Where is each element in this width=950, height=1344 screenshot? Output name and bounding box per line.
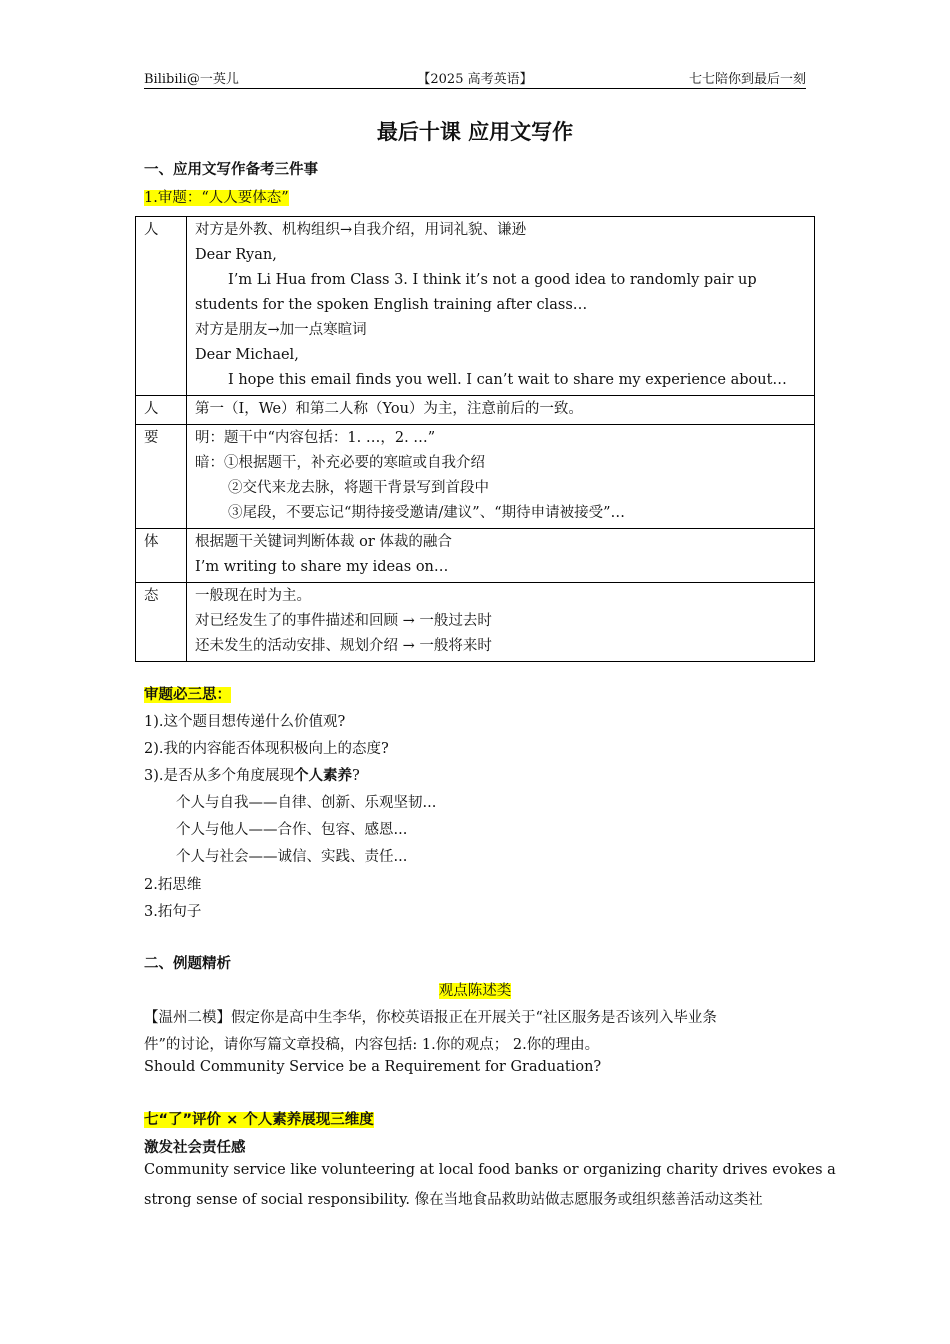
row-key: 要 [136, 425, 187, 529]
think-q3-suffix: ? [352, 768, 360, 784]
row-line: 对方是外教、机构组织→自我介绍，用词礼貌、谦逊 [195, 222, 527, 238]
row-content [187, 529, 815, 583]
row-key: 体 [136, 529, 187, 583]
eval-heading [144, 1108, 374, 1129]
type-label [0, 979, 950, 1000]
row-key: 人 [136, 217, 187, 396]
sub1-highlight: 1.审题：“人人要体态” [144, 190, 289, 206]
table-row [136, 529, 815, 583]
row-content [187, 425, 815, 529]
prompt-line-1: 【温州二模】假定你是高中生李华，你校英语报正在开展关于“社区服务是否该列入毕业条 [144, 1010, 717, 1026]
row-key: 人 [136, 396, 187, 425]
table-row [136, 396, 815, 425]
think-heading-highlight: 审题必三思： [144, 687, 231, 703]
question-line: Should Community Service be a Requirement for Graduation? [144, 1059, 602, 1075]
section1-sub1 [144, 186, 289, 207]
think-heading [144, 683, 231, 704]
body-line-2: strong sense of social responsibility. 像在当地食品救助站做志愿服务或组织慈善活动这类社 [144, 1192, 763, 1208]
think-q2: 2).我的内容能否体现积极向上的态度? [144, 741, 389, 757]
row-line: 暗：①根据题干，补充必要的寒暄或自我介绍 [195, 455, 485, 471]
type-label-highlight: 观点陈述类 [438, 983, 512, 999]
think-q1: 1).这个题目想传递什么价值观? [144, 714, 346, 730]
dimension-society: 个人与社会——诚信、实践、责任... [176, 849, 408, 865]
header-left: Bilibili@一英儿 [144, 72, 239, 87]
row-line: 明：题干中“内容包括：1. …，2. …” [195, 430, 436, 446]
prompt-line-2: 件”的讨论，请你写篇文章投稿，内容包括: 1.你的观点； 2.你的理由。 [144, 1037, 600, 1053]
row-content [187, 217, 815, 396]
shenti-table [135, 216, 815, 662]
page-title: 最后十课 应用文写作 [376, 120, 574, 144]
think-q3 [144, 764, 360, 785]
row-line: 对方是朋友→加一点寒暄词 [195, 322, 367, 338]
row-line: Dear Ryan, [195, 247, 277, 263]
table-row [136, 583, 815, 662]
section1-heading: 一、应用文写作备考三件事 [144, 162, 318, 178]
dimension-self: 个人与自我——自律、创新、乐观坚韧... [176, 795, 437, 811]
eval-heading-highlight: 七“了”评价 × 个人素养展现三维度 [144, 1112, 374, 1128]
row-line: I’m Li Hua from Class 3. I think it’s not a good idea to randomly pair up students for the spoken English training after class… [195, 272, 757, 313]
row-content [187, 583, 815, 662]
row-key: 态 [136, 583, 187, 662]
row-content [187, 396, 815, 425]
row-line: 还未发生的活动安排、规划介绍 → 一般将来时 [195, 638, 492, 654]
header-right: 七七陪你到最后一刻 [688, 72, 806, 87]
row-line: ②交代来龙去脉，将题干背景写到首段中 [228, 480, 489, 496]
think-q3-bold: 个人素养 [294, 768, 352, 784]
body-line-1: Community service like volunteering at local food banks or organizing charity drives evokes a [144, 1162, 836, 1178]
row-line: 一般现在时为主。 [195, 588, 311, 604]
table-row [136, 217, 815, 396]
row-line: 对已经发生了的事件描述和回顾 → 一般过去时 [195, 613, 492, 629]
section2-heading: 二、例题精析 [144, 956, 231, 972]
table-row [136, 425, 815, 529]
row-line: 第一（I，We）和第二人称（You）为主，注意前后的一致。 [195, 401, 583, 417]
row-line: 根据题干关键词判断体裁 or 体裁的融合 [195, 534, 452, 550]
row-line: ③尾段，不要忘记“期待接受邀请/建议”、“期待申请被接受”… [228, 505, 626, 521]
think-q3-prefix: 3).是否从多个角度展现 [144, 768, 294, 784]
point-3: 3.拓句子 [144, 904, 202, 920]
point-2: 2.拓思维 [144, 877, 202, 893]
page-header [144, 66, 806, 89]
dimension-others: 个人与他人——合作、包容、感恩... [176, 822, 408, 838]
sub-heading: 激发社会责任感 [144, 1140, 246, 1156]
row-line: Dear Michael, [195, 347, 299, 363]
row-line: I’m writing to share my ideas on… [195, 559, 449, 575]
header-center: 【2025 高考英语】 [417, 72, 533, 87]
row-line: I hope this email finds you well. I can’t wait to share my experience about… [228, 372, 787, 388]
